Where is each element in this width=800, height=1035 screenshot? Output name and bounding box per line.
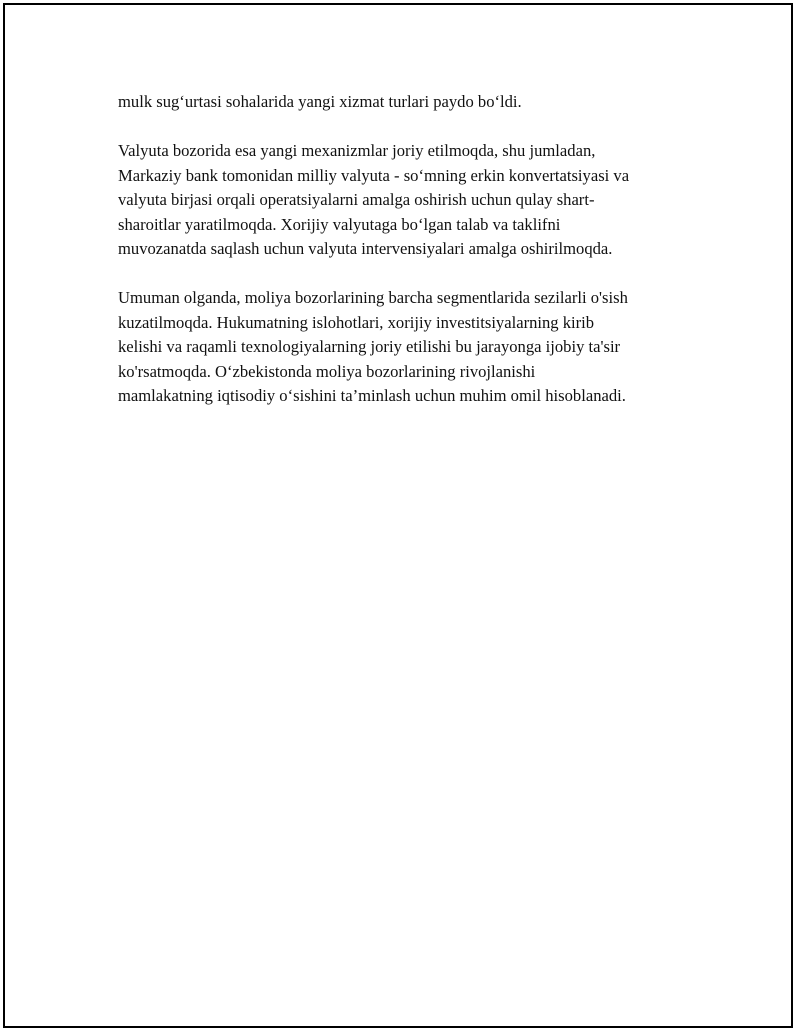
text-line: Markaziy bank tomonidan milliy valyuta - so‘mning erkin konvertatsiyasi va xyxy=(118,165,630,185)
text-line: kelishi va raqamli texnologiyalarning joriy etilishi bu jarayonga ijobiy ta'sir xyxy=(118,337,621,356)
text-line: kuzatilmoqda. Hukumatning islohotlari, xorijiy investitsiyalarning kirib xyxy=(118,312,595,332)
paragraph-1 xyxy=(118,90,698,115)
text-line: Umuman olganda, moliya bozorlarining barcha segmentlarida sezilarli o'sish xyxy=(118,288,628,307)
paragraph-2 xyxy=(118,139,698,262)
text-line: mamlakatning iqtisodiy o‘sishini ta’minlash uchun muhim omil hisoblanadi. xyxy=(118,386,626,405)
text-line: ko'rsatmoqda. O‘zbekistonda moliya bozorlarining rivojlanishi xyxy=(118,361,536,381)
paragraph-3 xyxy=(118,286,698,409)
text-line: mulk sug‘urtasi sohalarida yangi xizmat turlari paydo bo‘ldi. xyxy=(118,92,522,111)
text-line: Valyuta bozorida esa yangi mexanizmlar joriy etilmoqda, shu jumladan, xyxy=(118,141,596,160)
text-line: sharoitlar yaratilmoqda. Xorijiy valyutaga bo‘lgan talab va taklifni xyxy=(118,214,561,234)
text-line: valyuta birjasi orqali operatsiyalarni amalga oshirish uchun qulay shart- xyxy=(118,190,595,209)
document-body xyxy=(118,90,698,433)
text-line: muvozanatda saqlash uchun valyuta intervensiyalari amalga oshirilmoqda. xyxy=(118,239,613,258)
